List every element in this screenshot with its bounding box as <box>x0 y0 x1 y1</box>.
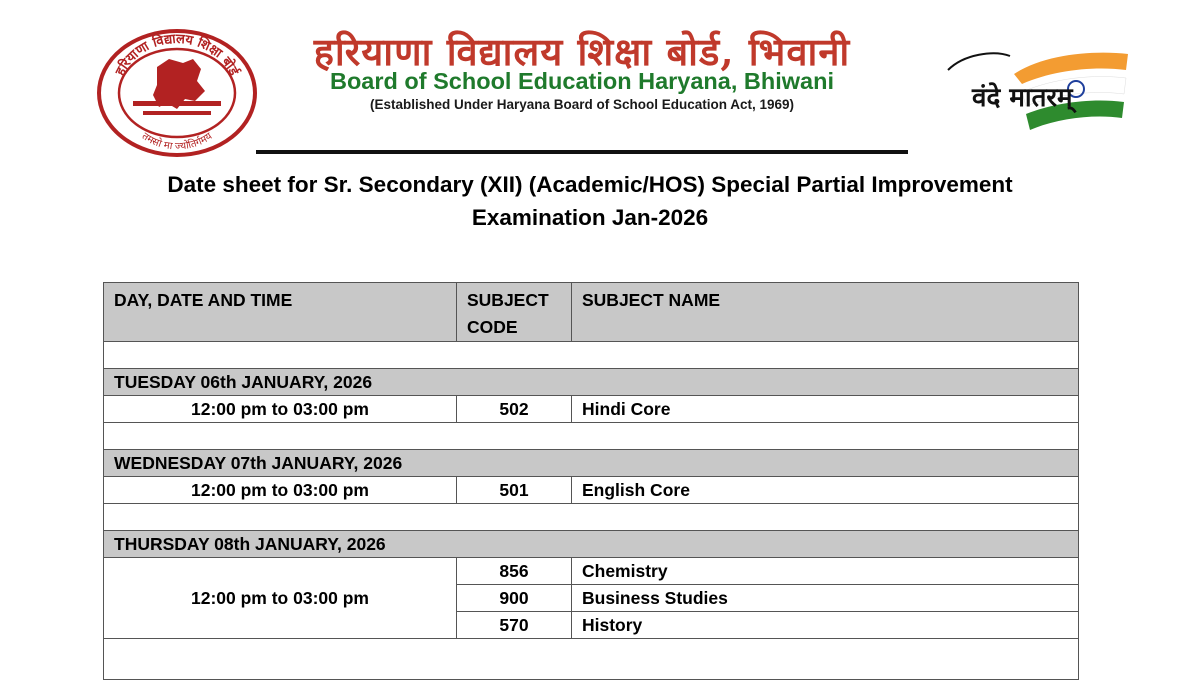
exam-time: 12:00 pm to 03:00 pm <box>104 396 457 423</box>
day-label: WEDNESDAY 07th JANUARY, 2026 <box>104 450 1079 477</box>
subject-code: 856 <box>457 558 572 585</box>
subject-code: 900 <box>457 585 572 612</box>
header-divider <box>256 150 908 154</box>
day-label: THURSDAY 08th JANUARY, 2026 <box>104 531 1079 558</box>
subject-name: Chemistry <box>572 558 1079 585</box>
board-name-hindi: हरियाणा विद्यालय शिक्षा बोर्ड, भिवानी <box>313 29 851 74</box>
exam-time: 12:00 pm to 03:00 pm <box>104 558 457 639</box>
subject-name: English Core <box>572 477 1079 504</box>
seal-text-bottom: तमसो मा ज्योतिर्गमय <box>139 131 215 153</box>
day-row <box>104 450 1079 477</box>
vande-mataram-logo <box>944 40 1129 144</box>
day-row <box>104 369 1079 396</box>
subject-code: 502 <box>457 396 572 423</box>
seal-text-top: हरियाणा विद्यालय शिक्षा बोर्ड <box>113 31 241 79</box>
subject-name: Business Studies <box>572 585 1079 612</box>
table-row <box>104 558 1079 585</box>
spacer-row <box>104 639 1079 680</box>
document-title <box>90 168 1090 234</box>
exam-time: 12:00 pm to 03:00 pm <box>104 477 457 504</box>
table-row <box>104 477 1079 504</box>
header-subject-name: SUBJECT NAME <box>572 283 1079 342</box>
day-label: TUESDAY 06th JANUARY, 2026 <box>104 369 1079 396</box>
subject-name: Hindi Core <box>572 396 1079 423</box>
header-subject-code: SUBJECT CODE <box>457 283 572 342</box>
document-title-line1: Date sheet for Sr. Secondary (XII) (Academic/HOS) Special Partial Improvement <box>167 172 1013 197</box>
subject-code: 570 <box>457 612 572 639</box>
subject-code: 501 <box>457 477 572 504</box>
date-sheet-table <box>103 282 1079 680</box>
table-header-row <box>104 283 1079 342</box>
board-seal-logo <box>97 29 257 157</box>
table-row <box>104 396 1079 423</box>
document-title-line2: Examination Jan-2026 <box>471 205 709 230</box>
spacer-row <box>104 504 1079 531</box>
spacer-row <box>104 423 1079 450</box>
established-note: (Established Under Haryana Board of School Education Act, 1969) <box>369 97 795 112</box>
spacer-row <box>104 342 1079 369</box>
subject-name: History <box>572 612 1079 639</box>
header-day-date-time: DAY, DATE AND TIME <box>104 283 457 342</box>
day-row <box>104 531 1079 558</box>
vande-mataram-text: वंदे मातरम् <box>972 83 1073 113</box>
board-name-english: Board of School Education Haryana, Bhiwani <box>329 68 834 94</box>
